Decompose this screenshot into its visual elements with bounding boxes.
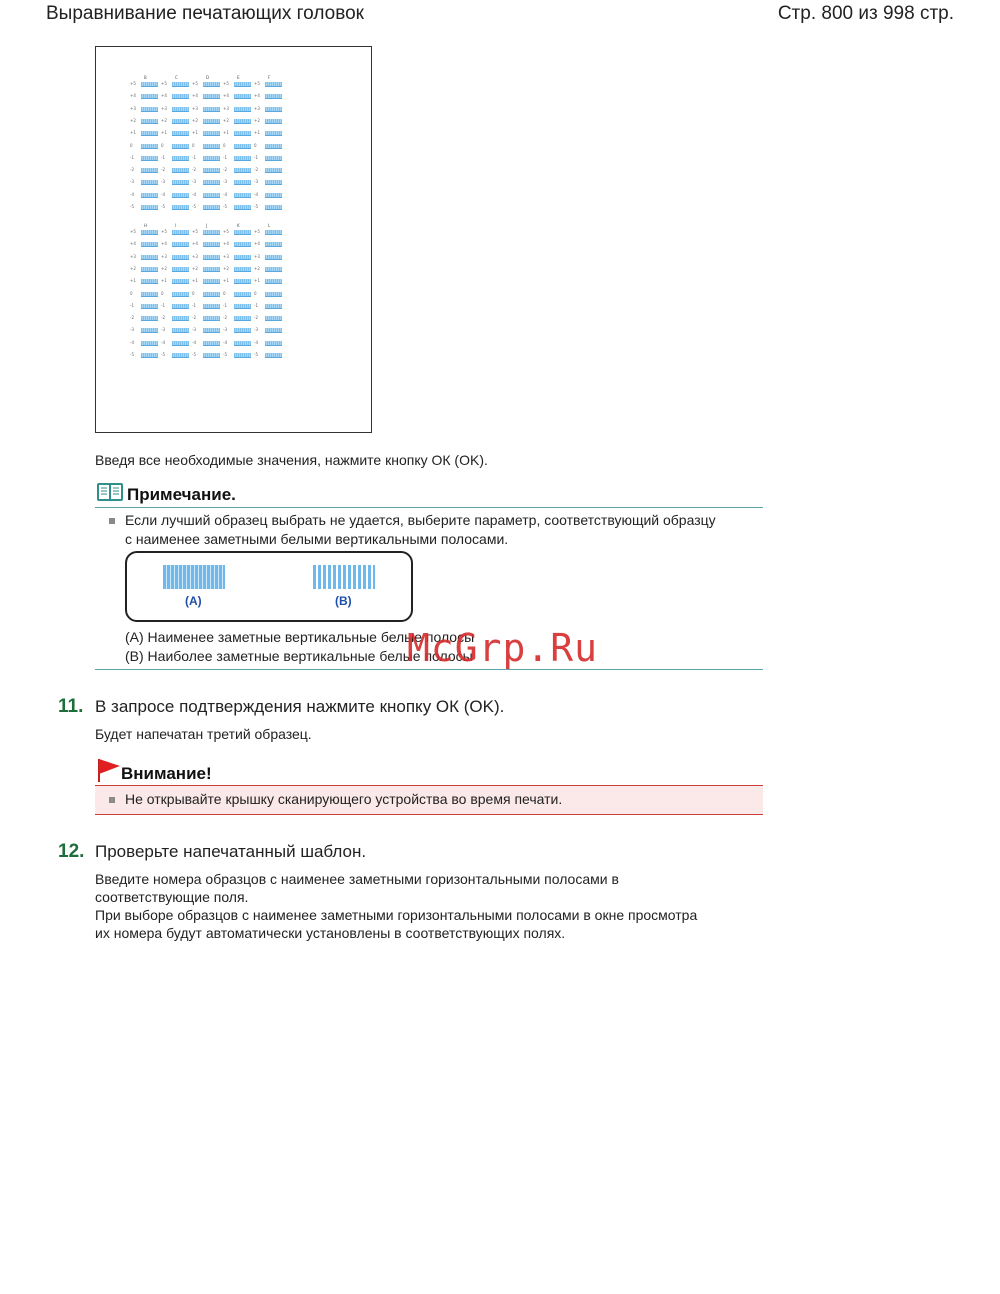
pattern-swatch (203, 242, 220, 247)
pattern-row-number: -1 (192, 302, 196, 308)
pattern-row-number: -5 (130, 352, 134, 357)
pattern-column-label: E (237, 75, 240, 80)
pattern-swatch (141, 94, 158, 99)
pattern-row-number: -1 (192, 154, 196, 160)
pattern-sample-a (163, 565, 225, 589)
pattern-row-number: +4 (192, 93, 198, 99)
pattern-row-number: +1 (130, 278, 136, 284)
pattern-swatch (141, 82, 158, 87)
note-title: Примечание. (127, 485, 236, 504)
pattern-column-label: B (144, 75, 147, 80)
pattern-row-number: +5 (192, 229, 198, 234)
pattern-row-number: +5 (254, 81, 260, 86)
pattern-row-number: -1 (161, 302, 165, 308)
pattern-row-number: -2 (254, 315, 258, 321)
pattern-row-number: +1 (130, 130, 136, 136)
page-number: Стр. 800 из 998 стр. (777, 3, 954, 24)
comparison-figure (125, 551, 413, 622)
pattern-swatch (172, 107, 189, 112)
pattern-swatch (141, 267, 158, 272)
printed-pattern-sheet (95, 46, 372, 433)
pattern-swatch (141, 144, 158, 149)
pattern-swatch (234, 144, 251, 149)
pattern-row-number: 0 (161, 142, 164, 148)
step-12-text-line2: соответствующие поля. (95, 889, 249, 905)
pattern-swatch (234, 341, 251, 346)
pattern-row-number: +4 (161, 241, 167, 247)
pattern-row-number: +3 (223, 253, 229, 259)
pattern-row-number: +3 (192, 105, 198, 111)
step-11-text: Будет напечатан третий образец. (95, 726, 312, 742)
pattern-row-number: +1 (161, 278, 167, 284)
pattern-swatch (265, 107, 282, 112)
pattern-row-number: +3 (223, 105, 229, 111)
step-11-title: В запросе подтверждения нажмите кнопку ОК (OK). (95, 697, 505, 716)
pattern-swatch (265, 255, 282, 260)
pattern-swatch (234, 230, 251, 235)
pattern-swatch (172, 292, 189, 297)
pattern-row-number: -1 (223, 154, 227, 160)
pattern-swatch (265, 279, 282, 284)
pattern-swatch (203, 230, 220, 235)
pattern-swatch (203, 341, 220, 346)
pattern-swatch (234, 180, 251, 185)
pattern-row-number: +5 (192, 81, 198, 86)
pattern-swatch (141, 131, 158, 136)
pattern-row-number: -3 (223, 179, 227, 185)
pattern-swatch (234, 353, 251, 358)
pattern-row-number: -3 (254, 327, 258, 333)
pattern-column-label: K (237, 223, 240, 228)
pattern-swatch (203, 94, 220, 99)
pattern-row-number: -2 (161, 315, 165, 321)
pattern-swatch (203, 316, 220, 321)
pattern-swatch (172, 328, 189, 333)
pattern-swatch (203, 144, 220, 149)
pattern-row-number: 0 (254, 290, 257, 296)
pattern-row-number: -2 (161, 167, 165, 173)
pattern-row-number: 0 (192, 290, 195, 296)
pattern-swatch (265, 328, 282, 333)
pattern-swatch (203, 193, 220, 198)
pattern-row-number: 0 (130, 290, 133, 296)
pattern-row-number: -5 (161, 352, 165, 357)
pattern-row-number: +4 (223, 93, 229, 99)
pattern-row-number: +4 (254, 93, 260, 99)
pattern-swatch (203, 107, 220, 112)
caption-a: (A) Наименее заметные вертикальные белые полосы (125, 629, 475, 645)
pattern-swatch (265, 205, 282, 210)
pattern-swatch (234, 82, 251, 87)
pattern-swatch (265, 82, 282, 87)
pattern-row-number: +5 (161, 229, 167, 234)
pattern-swatch (265, 292, 282, 297)
pattern-swatch (265, 193, 282, 198)
pattern-swatch (172, 131, 189, 136)
pattern-swatch (141, 242, 158, 247)
pattern-swatch (172, 156, 189, 161)
pattern-row-number: 0 (130, 142, 133, 148)
pattern-swatch (265, 131, 282, 136)
pattern-row-number: +1 (192, 130, 198, 136)
pattern-row-number: -4 (254, 339, 258, 345)
pattern-row-number: -4 (223, 339, 227, 345)
step-11-number: 11. (58, 696, 84, 717)
pattern-row-number: +3 (161, 253, 167, 259)
pattern-swatch (203, 255, 220, 260)
pattern-swatch (141, 255, 158, 260)
pattern-column-label: F (268, 75, 271, 80)
pattern-row-number: +1 (254, 278, 260, 284)
pattern-row-number: +2 (223, 117, 229, 123)
pattern-swatch (234, 242, 251, 247)
pattern-row-number: +3 (254, 105, 260, 111)
page-title: Выравнивание печатающих головок (46, 3, 364, 24)
caption-b: (B) Наиболее заметные вертикальные белые полосы (125, 648, 473, 664)
pattern-swatch (234, 94, 251, 99)
pattern-row-number: -2 (223, 167, 227, 173)
pattern-row-number: -5 (223, 352, 227, 357)
pattern-swatch (234, 292, 251, 297)
step-12-number: 12. (58, 841, 85, 862)
pattern-swatch (265, 230, 282, 235)
pattern-swatch (172, 94, 189, 99)
pattern-row-number: 0 (254, 142, 257, 148)
warning-title: Внимание! (121, 764, 212, 783)
pattern-row-number: -2 (192, 315, 196, 321)
pattern-swatch (203, 205, 220, 210)
pattern-row-number: -2 (223, 315, 227, 321)
pattern-swatch (141, 193, 158, 198)
pattern-row-number: -1 (130, 302, 134, 308)
step-12-text-line4: их номера будут автоматически установлены в соответствующих полях. (95, 925, 566, 941)
warning-body (95, 786, 763, 815)
watermark: McGrp.Ru (407, 626, 599, 670)
pattern-swatch (265, 242, 282, 247)
pattern-swatch (203, 353, 220, 358)
pattern-swatch (203, 292, 220, 297)
pattern-row-number: -4 (130, 339, 134, 345)
pattern-swatch (234, 328, 251, 333)
pattern-row-number: -4 (130, 191, 134, 197)
pattern-swatch (203, 82, 220, 87)
pattern-row-number: -5 (130, 204, 134, 209)
bullet-icon (109, 518, 115, 524)
step-12-text-line3: При выборе образцов с наименее заметными горизонтальными полосами в окне просмотра (95, 907, 698, 923)
pattern-swatch (172, 279, 189, 284)
pattern-swatch (234, 156, 251, 161)
pattern-swatch (141, 292, 158, 297)
pattern-swatch (265, 267, 282, 272)
pattern-swatch (203, 119, 220, 124)
pattern-swatch (265, 180, 282, 185)
pattern-swatch (141, 279, 158, 284)
pattern-row-number: +4 (130, 93, 136, 99)
pattern-column-label: D (206, 75, 210, 80)
note-header (95, 481, 763, 508)
pattern-swatch (234, 193, 251, 198)
pattern-row-number: +2 (161, 117, 167, 123)
pattern-swatch (172, 119, 189, 124)
pattern-row-number: -5 (161, 204, 165, 209)
pattern-swatch (141, 107, 158, 112)
pattern-row-number: +5 (161, 81, 167, 86)
pattern-row-number: +1 (161, 130, 167, 136)
pattern-row-number: +5 (130, 81, 136, 86)
pattern-row-number: -5 (254, 352, 258, 357)
pattern-row-number: +3 (130, 253, 136, 259)
pattern-swatch (172, 230, 189, 235)
pattern-swatch (141, 230, 158, 235)
pattern-column-label: C (175, 75, 178, 80)
pattern-column-label: J (206, 223, 208, 228)
pattern-row-number: -4 (223, 191, 227, 197)
pattern-row-number: -1 (161, 154, 165, 160)
pattern-row-number: +3 (254, 253, 260, 259)
pattern-row-number: -5 (192, 204, 196, 209)
pattern-swatch (265, 341, 282, 346)
pattern-row-number: -1 (254, 154, 258, 160)
warning-text: Не открывайте крышку сканирующего устройства во время печати. (125, 791, 563, 807)
pattern-swatch (172, 168, 189, 173)
pattern-swatch (172, 353, 189, 358)
pattern-swatch (234, 267, 251, 272)
pattern-row-number: 0 (223, 142, 226, 148)
pattern-swatch (141, 304, 158, 309)
pattern-row-number: -1 (223, 302, 227, 308)
pattern-swatch (234, 119, 251, 124)
pattern-row-number: +2 (192, 265, 198, 271)
note-text-line1: Если лучший образец выбрать не удается, выберите параметр, соответствующий образцу (125, 512, 716, 528)
pattern-swatch (172, 242, 189, 247)
pattern-swatch (234, 131, 251, 136)
pattern-row-number: +3 (192, 253, 198, 259)
pattern-sample-b (313, 565, 375, 589)
pattern-swatch (172, 255, 189, 260)
pattern-swatch (172, 341, 189, 346)
pattern-row-number: -2 (254, 167, 258, 173)
note-text-line2: с наименее заметными белыми вертикальными полосами. (125, 531, 509, 547)
pattern-swatch (234, 205, 251, 210)
pattern-row-number: +5 (254, 229, 260, 234)
pattern-swatch (141, 328, 158, 333)
pattern-swatch (203, 304, 220, 309)
pattern-swatch (265, 144, 282, 149)
pattern-swatch (203, 267, 220, 272)
pattern-row-number: -1 (254, 302, 258, 308)
pattern-row-number: -3 (254, 179, 258, 185)
pattern-row-number: +2 (130, 117, 136, 123)
pattern-column-label: L (268, 223, 271, 228)
pattern-swatch (141, 205, 158, 210)
pattern-row-number: +2 (254, 265, 260, 271)
pattern-swatch (172, 144, 189, 149)
pattern-row-number: +4 (254, 241, 260, 247)
book-icon (96, 482, 124, 502)
pattern-swatch (234, 168, 251, 173)
pattern-row-number: +5 (130, 229, 136, 234)
pattern-swatch (203, 156, 220, 161)
pattern-row-number: -2 (130, 167, 134, 173)
pattern-row-number: -4 (161, 339, 165, 345)
bullet-icon (109, 797, 115, 803)
pattern-swatch (265, 94, 282, 99)
pattern-swatch (141, 180, 158, 185)
pattern-row-number: +4 (161, 93, 167, 99)
pattern-row-number: +2 (130, 265, 136, 271)
pattern-row-number: +4 (130, 241, 136, 247)
pattern-row-number: -4 (192, 339, 196, 345)
pattern-row-number: -3 (130, 327, 134, 333)
pattern-swatch (203, 279, 220, 284)
pattern-column-label: H (144, 223, 148, 228)
pattern-row-number: -2 (192, 167, 196, 173)
pattern-row-number: +3 (161, 105, 167, 111)
pattern-row-number: +1 (223, 130, 229, 136)
pattern-row-number: +5 (223, 229, 229, 234)
pattern-swatch (234, 316, 251, 321)
pattern-row-number: -5 (223, 204, 227, 209)
pattern-swatch (141, 316, 158, 321)
pattern-swatch (234, 279, 251, 284)
pattern-row-number: 0 (192, 142, 195, 148)
pattern-swatch (141, 341, 158, 346)
red-flag-icon (96, 757, 122, 783)
pattern-row-number: 0 (223, 290, 226, 296)
pattern-swatch (203, 328, 220, 333)
pattern-swatch (203, 131, 220, 136)
pattern-row-number: -3 (130, 179, 134, 185)
pattern-row-number: +1 (254, 130, 260, 136)
sample-label-b: (B) (335, 594, 352, 608)
pattern-row-number: +2 (161, 265, 167, 271)
pattern-row-number: +2 (192, 117, 198, 123)
pattern-swatch (265, 304, 282, 309)
pattern-swatch (141, 168, 158, 173)
pattern-swatch (203, 168, 220, 173)
pattern-swatch (234, 255, 251, 260)
pattern-row-number: +3 (130, 105, 136, 111)
pattern-row-number: +2 (254, 117, 260, 123)
intro-text: Введя все необходимые значения, нажмите кнопку ОК (OK). (95, 452, 488, 468)
pattern-swatch (141, 353, 158, 358)
pattern-row-number: -5 (254, 204, 258, 209)
pattern-swatch (265, 316, 282, 321)
pattern-swatch (172, 193, 189, 198)
pattern-row-number: -5 (192, 352, 196, 357)
pattern-row-number: -2 (130, 315, 134, 321)
pattern-row-number: -1 (130, 154, 134, 160)
pattern-swatch (203, 180, 220, 185)
pattern-swatch (265, 119, 282, 124)
pattern-swatch (234, 107, 251, 112)
pattern-row-number: +4 (223, 241, 229, 247)
pattern-row-number: +2 (223, 265, 229, 271)
sample-label-a: (A) (185, 594, 202, 608)
pattern-row-number: -4 (161, 191, 165, 197)
pattern-swatch (172, 180, 189, 185)
pattern-row-number: +1 (223, 278, 229, 284)
pattern-row-number: -3 (223, 327, 227, 333)
pattern-swatch (172, 267, 189, 272)
pattern-row-number: +1 (192, 278, 198, 284)
step-12-title: Проверьте напечатанный шаблон. (95, 842, 367, 861)
pattern-row-number: -3 (192, 327, 196, 333)
pattern-swatch (172, 304, 189, 309)
pattern-swatch (265, 156, 282, 161)
pattern-row-number: -3 (192, 179, 196, 185)
pattern-swatch (172, 82, 189, 87)
pattern-row-number: -4 (192, 191, 196, 197)
pattern-swatch (234, 304, 251, 309)
pattern-swatch (141, 156, 158, 161)
pattern-swatch (172, 205, 189, 210)
pattern-swatch (172, 316, 189, 321)
pattern-row-number: -3 (161, 179, 165, 185)
pattern-column-label: I (175, 223, 177, 228)
pattern-swatch (265, 168, 282, 173)
pattern-row-number: +4 (192, 241, 198, 247)
pattern-row-number: -3 (161, 327, 165, 333)
warning-header (95, 756, 763, 786)
pattern-row-number: 0 (161, 290, 164, 296)
pattern-row-number: +5 (223, 81, 229, 86)
pattern-swatch (265, 353, 282, 358)
step-12-text-line1: Введите номера образцов с наименее заметными горизонтальными полосами в (95, 871, 619, 887)
pattern-row-number: -4 (254, 191, 258, 197)
pattern-swatch (141, 119, 158, 124)
